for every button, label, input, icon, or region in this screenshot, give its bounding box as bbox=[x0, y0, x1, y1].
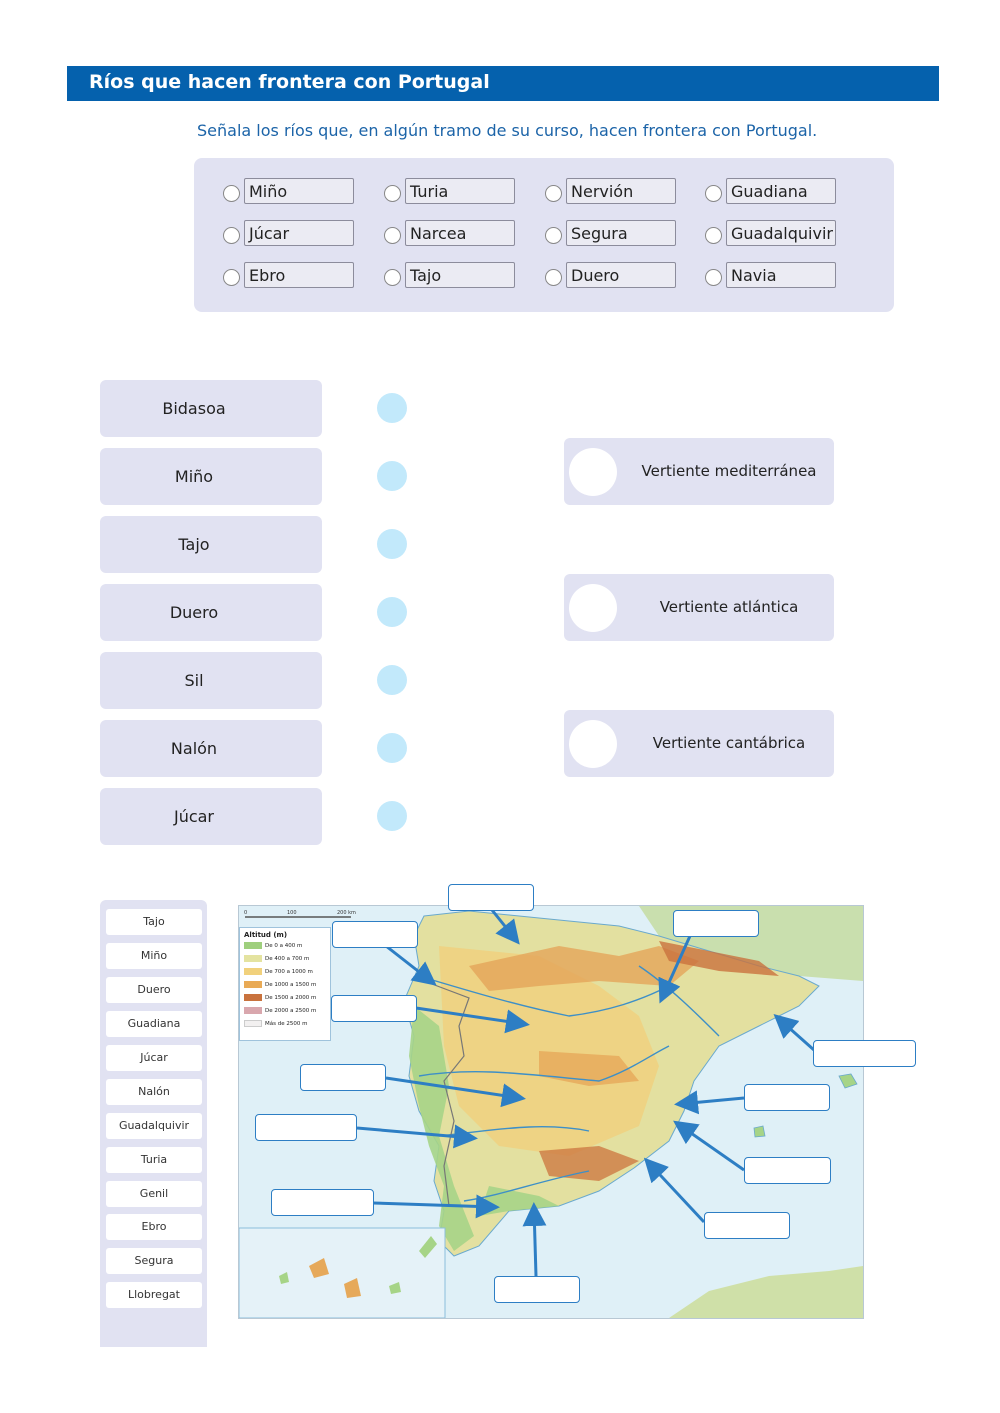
word-chip[interactable]: Duero bbox=[106, 977, 202, 1003]
arrow bbox=[648, 1162, 704, 1222]
arrow bbox=[386, 946, 432, 982]
map-drop-box[interactable] bbox=[744, 1084, 830, 1111]
arrow bbox=[534, 1208, 536, 1276]
slope-label: Vertiente atlántica bbox=[659, 598, 799, 616]
slope-label: Vertiente mediterránea bbox=[641, 462, 817, 480]
arrow bbox=[386, 1078, 520, 1098]
scale-label: 100 bbox=[287, 910, 297, 916]
option-label: Tajo bbox=[405, 262, 515, 288]
arrow bbox=[662, 936, 690, 998]
arrow bbox=[492, 910, 516, 940]
option-label: Navia bbox=[726, 262, 836, 288]
option-label: Guadiana bbox=[726, 178, 836, 204]
map-drop-box[interactable] bbox=[704, 1212, 790, 1239]
map-drop-box[interactable] bbox=[744, 1157, 831, 1184]
map-drop-box[interactable] bbox=[332, 921, 418, 948]
instruction-text: Señala los ríos que, en algún tramo de su curso, hacen frontera con Portugal. bbox=[197, 121, 818, 140]
map-drop-box[interactable] bbox=[813, 1040, 916, 1067]
arrow bbox=[416, 1008, 524, 1024]
legend-label: Más de 2500 m bbox=[265, 1021, 308, 1027]
river-label: Bidasoa bbox=[162, 399, 226, 418]
word-chip[interactable]: Ebro bbox=[106, 1214, 202, 1240]
word-chip[interactable]: Llobregat bbox=[106, 1282, 202, 1308]
word-chip[interactable]: Guadalquivir bbox=[106, 1113, 202, 1139]
arrow bbox=[678, 1124, 744, 1170]
arrow bbox=[373, 1203, 494, 1207]
river-label: Duero bbox=[169, 603, 219, 622]
option-label: Ebro bbox=[244, 262, 354, 288]
map-drop-box[interactable] bbox=[494, 1276, 580, 1303]
arrow bbox=[778, 1018, 814, 1050]
option-label: Guadalquivir bbox=[726, 220, 836, 246]
option-label: Nervión bbox=[566, 178, 676, 204]
word-chip[interactable]: Turia bbox=[106, 1147, 202, 1173]
river-label: Tajo bbox=[178, 535, 210, 554]
map-drop-box[interactable] bbox=[448, 884, 534, 911]
arrow bbox=[357, 1128, 472, 1138]
option-label: Júcar bbox=[244, 220, 354, 246]
word-chip[interactable]: Júcar bbox=[106, 1045, 202, 1071]
map-drop-box[interactable] bbox=[271, 1189, 374, 1216]
word-chip[interactable]: Tajo bbox=[106, 909, 202, 935]
option-label: Duero bbox=[566, 262, 676, 288]
legend-title: Altitud (m) bbox=[244, 931, 288, 939]
word-chip[interactable]: Segura bbox=[106, 1248, 202, 1274]
river-label: Miño bbox=[174, 467, 214, 486]
word-chip[interactable]: Guadiana bbox=[106, 1011, 202, 1037]
map-drop-box[interactable] bbox=[331, 995, 417, 1022]
legend-label: De 400 a 700 m bbox=[265, 956, 310, 962]
map-drop-box[interactable] bbox=[300, 1064, 386, 1091]
legend-label: De 1000 a 1500 m bbox=[265, 982, 317, 988]
option-label: Turia bbox=[405, 178, 515, 204]
legend-label: De 0 a 400 m bbox=[265, 943, 303, 949]
option-label: Segura bbox=[566, 220, 676, 246]
option-label: Narcea bbox=[405, 220, 515, 246]
option-label: Miño bbox=[244, 178, 354, 204]
scale-label: 200 km bbox=[337, 910, 356, 916]
word-chip[interactable]: Nalón bbox=[106, 1079, 202, 1105]
map-drop-box[interactable] bbox=[673, 910, 759, 937]
word-chip[interactable]: Miño bbox=[106, 943, 202, 969]
river-label: Júcar bbox=[173, 807, 215, 826]
slope-label: Vertiente cantábrica bbox=[652, 734, 806, 752]
scale-label: 0 bbox=[244, 910, 248, 916]
river-label: Sil bbox=[184, 671, 204, 690]
arrow bbox=[680, 1098, 744, 1104]
word-chip[interactable]: Genil bbox=[106, 1181, 202, 1207]
river-label: Nalón bbox=[170, 739, 218, 758]
page-title: Ríos que hacen frontera con Portugal bbox=[89, 71, 490, 93]
legend-label: De 1500 a 2000 m bbox=[265, 995, 317, 1001]
legend-label: De 2000 a 2500 m bbox=[265, 1008, 317, 1014]
legend-label: De 700 a 1000 m bbox=[265, 969, 313, 975]
map-drop-box[interactable] bbox=[255, 1114, 357, 1141]
